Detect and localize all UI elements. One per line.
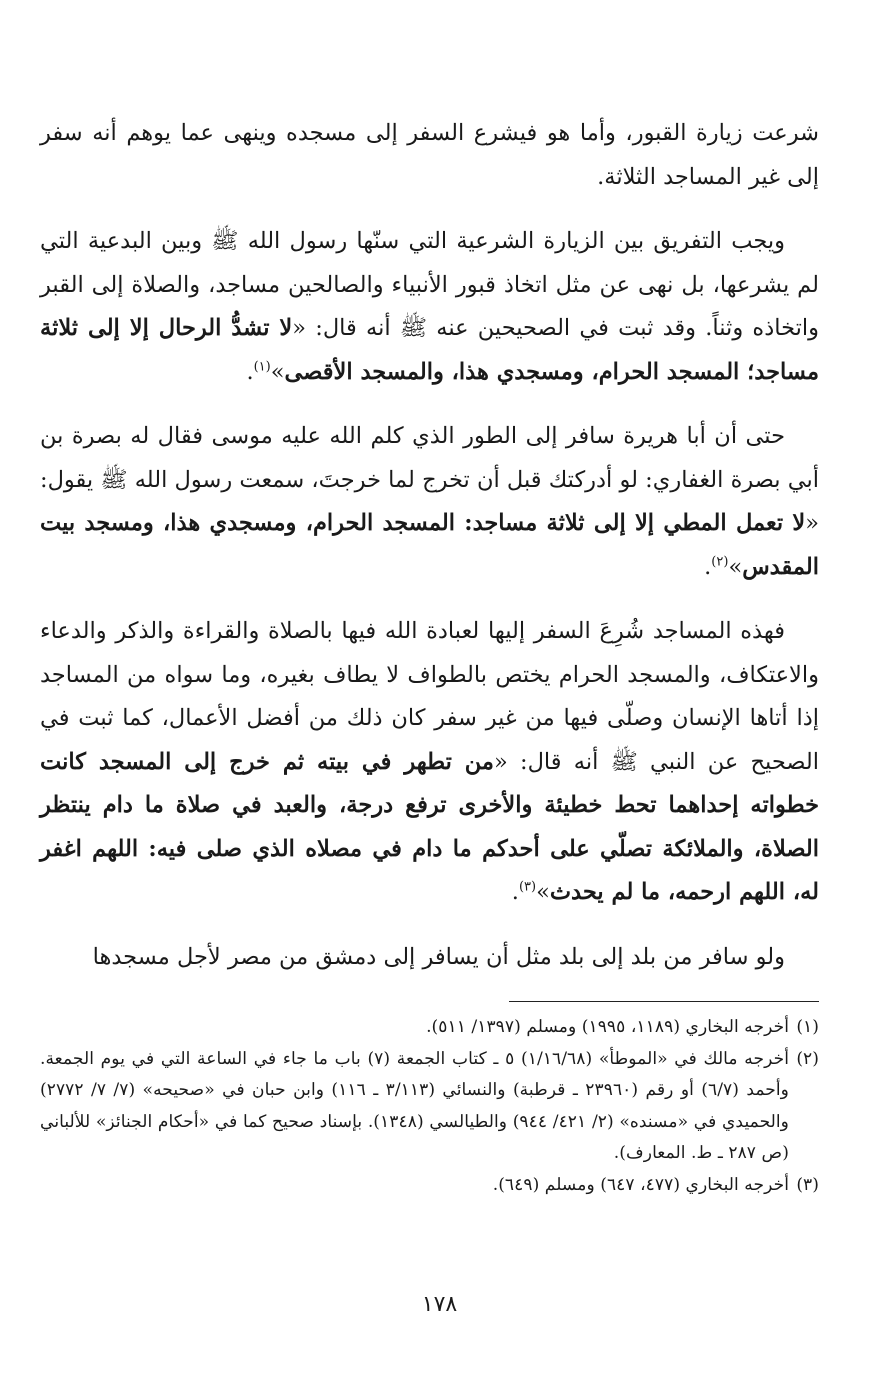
paragraph-2-text: ويجب التفريق بين الزيارة الشرعية التي سنّها رسول الله ﷺ وبين البدعية التي لم يشرعها، بل نهى عن مثل اتخاذ قبور الأنبياء والصالحين مساجد، والصلاة إلى القبر واتخاذه وثناً. وقد ثبت في الصحيحين عنه ﷺ أنه قال: « bbox=[40, 228, 819, 341]
footnote-ref-1[interactable]: (١) bbox=[253, 359, 271, 374]
paragraph-5-text: ولو سافر من بلد إلى بلد مثل أن يسافر إلى دمشق من مصر لأجل مسجدها bbox=[92, 943, 785, 970]
paragraph-1 bbox=[40, 112, 819, 199]
footnote-number: (١) bbox=[796, 1017, 819, 1037]
quote-close-1: » bbox=[270, 358, 285, 385]
paragraph-1-text: شرعت زيارة القبور، وأما هو فيشرع السفر إلى مسجده وينهى عما يوهم أنه سفر إلى غير المساجد الثلاثة. bbox=[40, 120, 819, 190]
paragraph-4 bbox=[40, 610, 819, 915]
footnote-text: أخرجه البخاري (١١٨٩، ١٩٩٥) ومسلم (١٣٩٧/ ٥١١). bbox=[426, 1017, 789, 1037]
footnote-ref-2[interactable]: (٢) bbox=[711, 554, 729, 569]
footnote-text: أخرجه مالك في «الموطأ» (١/١٦/٦٨) ٥ ـ كتاب الجمعة (٧) باب ما جاء في الساعة التي في يوم الجمعة. وأحمد (٦/٧) أو رقم (٢٣٩٦٠ ـ قرطبة) والنسائي (٣/١١٣ ـ ١١٦) وابن حبان في «صحيحه» (٧/ ٧/ ٢٧٧٢) والحميدي في «مسنده» (٢/ ٤٢١/ ٩٤٤) والطيالسي (١٣٤٨). بإسناد صحيح كما في «أحكام الجنائز» للألباني (ص ٢٨٧ ـ ط. المعارف). bbox=[40, 1048, 790, 1163]
quote-close-3: » bbox=[536, 879, 550, 905]
footnote-number: (٢) bbox=[796, 1048, 819, 1069]
paragraph-3 bbox=[40, 415, 819, 589]
footnote-text: أخرجه البخاري (٤٧٧، ٦٤٧) ومسلم (٦٤٩). bbox=[492, 1174, 789, 1195]
paragraph-3-end: . bbox=[704, 553, 712, 580]
footnote-number: (٣) bbox=[796, 1174, 819, 1195]
quote-close-2: » bbox=[728, 553, 743, 580]
paragraph-5 bbox=[40, 936, 819, 980]
paragraph-4-text: فهذه المساجد شُرِعَ السفر إليها لعبادة الله فيها بالصلاة والقراءة والذكر والدعاء والاعتكاف، والمسجد الحرام يختص بالطواف لا يطاف بغيره، وما سواه من المساجد إذا أتاها الإنسان وصلّى فيها من غير سفر كان ذلك من أفضل الأعمال، كما ثبت في الصحيح عن النبي ﷺ أنه قال: « bbox=[40, 618, 819, 775]
footnotes bbox=[40, 1012, 819, 1201]
hadith-quote-1: لا تشدُّ الرحال إلا إلى ثلاثة مساجد؛ المسجد الحرام، ومسجدي هذا، والمسجد الأقصى bbox=[40, 315, 819, 385]
footnote-2 bbox=[40, 1044, 819, 1170]
paragraph-4-end: . bbox=[511, 879, 519, 905]
paragraph-2-end: . bbox=[246, 358, 254, 385]
footnote-1 bbox=[40, 1012, 819, 1044]
hadith-quote-2: لا تعمل المطي إلا إلى ثلاثة مساجد: المسجد الحرام، ومسجدي هذا، ومسجد بيت المقدس bbox=[40, 510, 819, 580]
paragraph-3-text: حتى أن أبا هريرة سافر إلى الطور الذي كلم الله عليه موسى فقال له بصرة بن أبي بصرة الغفاري: لو أدركتك قبل أن تخرج لما خرجتَ، سمعت رسول الله ﷺ يقول: « bbox=[40, 423, 819, 536]
page-body bbox=[40, 112, 819, 1201]
footnote-ref-3[interactable]: (٣) bbox=[518, 879, 537, 895]
footnote-3 bbox=[40, 1170, 819, 1202]
footnote-divider bbox=[509, 1001, 819, 1002]
paragraph-2 bbox=[40, 220, 819, 394]
page-number: ١٧٨ bbox=[421, 1292, 458, 1317]
hadith-quote-3: من تطهر في بيته ثم خرج إلى المسجد كانت خطواته إحداهما تحط خطيئة والأخرى ترفع درجة، والعبد في صلاة ما دام ينتظر الصلاة، والملائكة تصلّي على أحدكم ما دام في مصلاه الذي صلى فيه: اللهم اغفر له، اللهم ارحمه، ما لم يحدث bbox=[40, 748, 819, 905]
